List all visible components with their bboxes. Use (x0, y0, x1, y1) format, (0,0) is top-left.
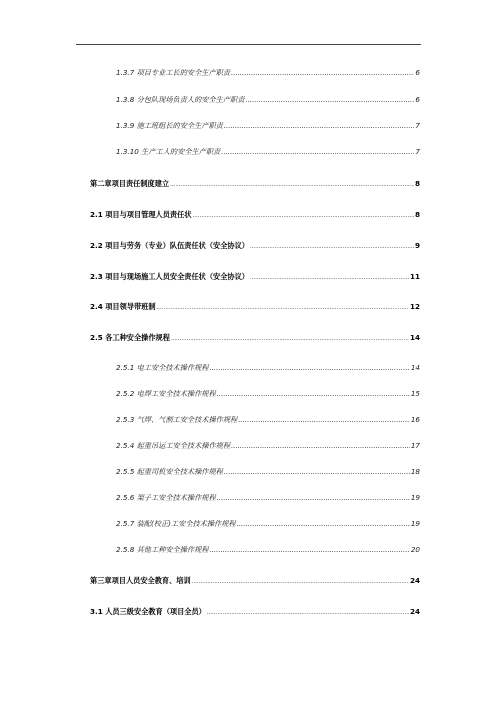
toc-entry-title: 2.5.2 电焊工安全技术操作规程 (116, 389, 216, 398)
toc-entry[interactable] (90, 241, 420, 251)
toc-leader-dots (237, 520, 410, 528)
toc-entry-page: 9 (414, 241, 420, 250)
toc-entry-page: 7 (415, 121, 420, 130)
toc-entry[interactable] (90, 272, 420, 282)
toc-entry[interactable] (116, 467, 420, 477)
toc-entry-title: 2.5.7 装配(校正)工安全技术操作规程 (116, 519, 236, 528)
toc-entry-page: 19 (410, 519, 420, 528)
toc-leader-dots (221, 148, 414, 156)
toc-entry-page: 18 (410, 467, 420, 476)
toc-entry-title: 2.2 项目与劳务（专业）队伍责任状（安全协议） (90, 241, 249, 250)
toc-entry[interactable] (116, 493, 420, 503)
toc-entry[interactable] (90, 302, 420, 312)
toc-leader-dots (192, 579, 409, 585)
toc-entry-title: 2.5.5 起重司机安全技术操作规程 (116, 467, 223, 476)
toc-entry-page: 11 (409, 272, 420, 281)
toc-entry-page: 24 (409, 607, 420, 616)
toc-entry[interactable] (90, 576, 420, 586)
toc-leader-dots (157, 305, 409, 311)
toc-entry-title: 2.5.3 气焊、气割工安全技术操作规程 (116, 415, 238, 424)
toc-leader-dots (231, 69, 414, 77)
toc-entry[interactable] (116, 545, 420, 555)
toc-leader-dots (207, 610, 409, 616)
toc-entry[interactable] (90, 179, 420, 189)
toc-entry-title: 2.5.6 架子工安全技术操作规程 (116, 493, 216, 502)
toc-entry[interactable] (116, 363, 420, 373)
toc-entry[interactable] (116, 415, 420, 425)
toc-leader-dots (171, 336, 409, 342)
toc-entry-page: 6 (415, 95, 420, 104)
toc-entry-title: 1.3.8 分包队现场负责人的安全生产职责 (116, 95, 245, 104)
toc-leader-dots (250, 244, 414, 250)
toc-entry-page: 14 (410, 363, 420, 372)
toc-entry[interactable] (116, 68, 420, 78)
toc-entry-page: 15 (410, 389, 420, 398)
toc-entry-title: 1.3.10 生产工人的安全生产职责 (116, 147, 221, 156)
toc-entry[interactable] (116, 441, 420, 451)
toc-entry[interactable] (116, 121, 420, 131)
toc-entry-title: 2.5 各工种安全操作规程 (90, 333, 170, 342)
toc-entry-page: 19 (410, 493, 420, 502)
toc-entry-title: 1.3.7 项目专业工长的安全生产职责 (116, 68, 231, 77)
toc-entry-title: 3.1 人员三级安全教育（项目全员） (90, 607, 206, 616)
toc-entry-page: 6 (415, 68, 420, 77)
toc-entry-page: 7 (415, 147, 420, 156)
toc-leader-dots (193, 213, 414, 219)
toc-entry-page: 14 (409, 333, 420, 342)
toc-entry[interactable] (90, 333, 420, 343)
toc-entry-page: 17 (410, 441, 420, 450)
toc-entry-title: 1.3.9 施工班组长的安全生产职责 (116, 121, 223, 130)
toc-leader-dots (245, 96, 414, 104)
toc-entry[interactable] (116, 147, 420, 157)
toc-entry[interactable] (90, 210, 420, 220)
toc-entry[interactable] (116, 95, 420, 105)
toc-leader-dots (209, 546, 409, 554)
toc-entry-title: 2.5.8 其他工种安全操作规程 (116, 545, 209, 554)
toc-entry-title: 2.4 项目领导带班制 (90, 302, 156, 311)
toc-leader-dots (224, 122, 415, 130)
toc-leader-dots (250, 275, 409, 281)
toc-entry[interactable] (116, 519, 420, 529)
toc-entry-title: 2.3 项目与现场施工人员安全责任状（安全协议） (90, 272, 249, 281)
toc-leader-dots (209, 364, 409, 372)
toc-entry-title: 2.1 项目与项目管理人员责任状 (90, 210, 192, 219)
toc-leader-dots (224, 468, 410, 476)
toc-leader-dots (217, 390, 410, 398)
toc-entry-page: 16 (410, 415, 420, 424)
toc-leader-dots (238, 416, 410, 424)
toc-entry-page: 12 (409, 302, 420, 311)
toc-leader-dots (170, 182, 414, 188)
toc-leader-dots (231, 442, 410, 450)
toc-entry-page: 8 (414, 179, 420, 188)
toc-entry-title: 第三章项目人员安全教育、培训 (90, 576, 191, 585)
toc-entry-page: 20 (410, 545, 420, 554)
toc-entry-title: 2.5.4 起重吊运工安全技术操作规程 (116, 441, 231, 450)
toc-leader-dots (217, 494, 410, 502)
toc-entry[interactable] (116, 389, 420, 399)
toc-entry-title: 第二章项目责任制度建立 (90, 179, 170, 188)
toc-entry-title: 2.5.1 电工安全技术操作规程 (116, 363, 209, 372)
toc-entry-page: 8 (414, 210, 420, 219)
toc-entry-page: 24 (409, 576, 420, 585)
toc-entry[interactable] (90, 607, 420, 617)
